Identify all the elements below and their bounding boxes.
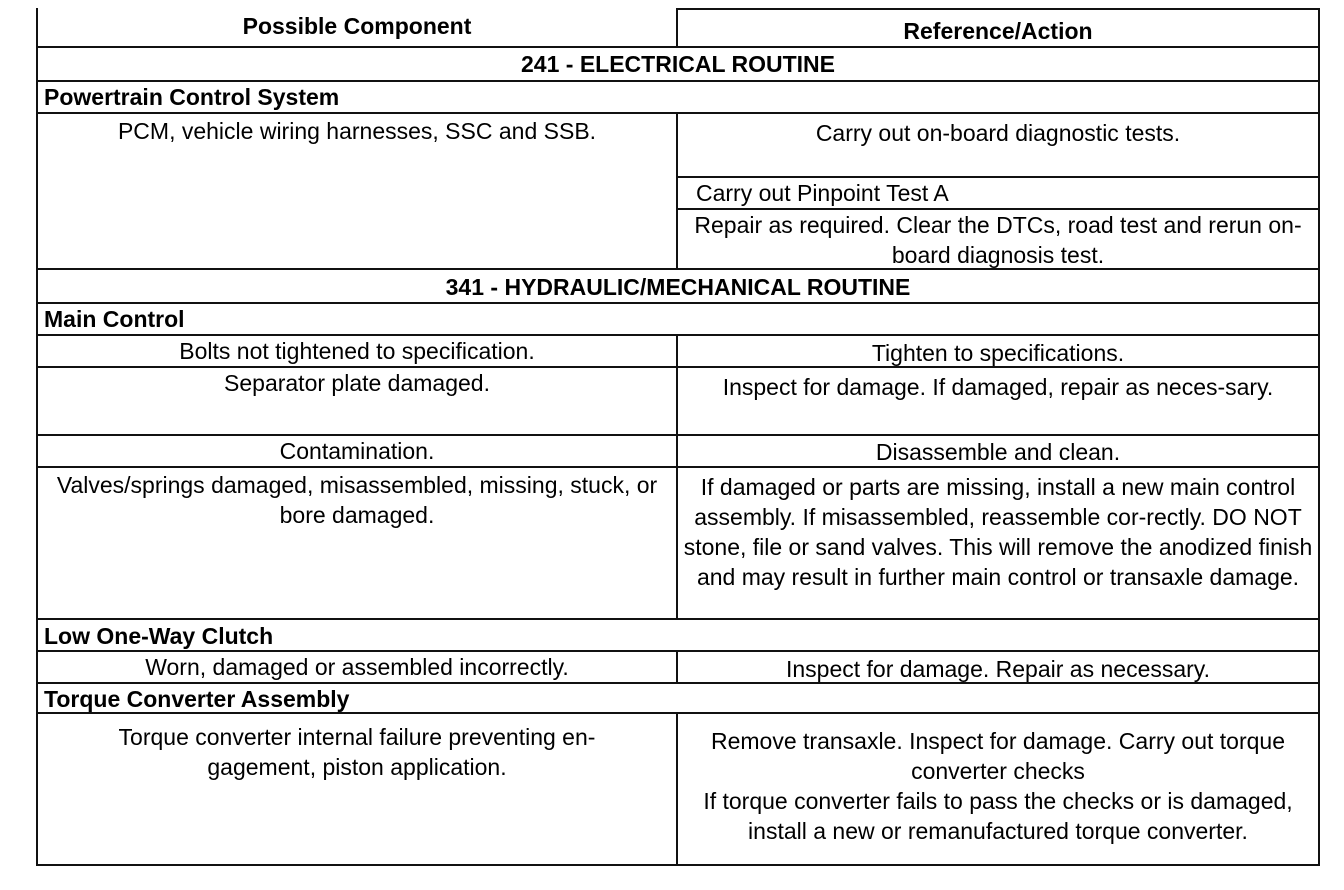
group-row-main-control	[38, 304, 1318, 336]
action-cell: Inspect for damage. Repair as necessary.	[785, 656, 1210, 682]
group-title-powertrain: Powertrain Control System	[44, 84, 340, 110]
component-cell: PCM, vehicle wiring harnesses, SSC and SSB.	[38, 114, 678, 268]
action-cell: Remove transaxle. Inspect for damage. Carry out torque converter checks	[710, 728, 1285, 784]
group-row-powertrain	[38, 82, 1318, 114]
action-cell: Inspect for damage. If damaged, repair as neces-sary.	[722, 374, 1274, 400]
action-cell: If torque converter fails to pass the checks or is damaged, install a new or remanufactured torque converter.	[703, 788, 1293, 844]
section-title-electrical: 241 - ELECTRICAL ROUTINE	[521, 51, 835, 77]
table-row	[38, 468, 1318, 620]
group-row-low-one-way-clutch	[38, 620, 1318, 652]
group-row-torque-converter	[38, 684, 1318, 714]
column-header-possible-component: Possible Component	[38, 8, 678, 46]
table-row	[38, 714, 1318, 866]
group-title-torque-converter: Torque Converter Assembly	[44, 686, 350, 712]
action-cell: Disassemble and clean.	[875, 439, 1121, 465]
action-cell: Repair as required. Clear the DTCs, road test and rerun on-board diagnosis test.	[694, 212, 1302, 268]
action-cell: If damaged or parts are missing, install a new main control assembly. If misassembled, reassemble cor-rectly. DO NOT stone, file or sand valves. This will remove the anodized finish and may result in further main control or transaxle damage.	[683, 474, 1313, 590]
section-row-electrical	[38, 48, 1318, 82]
section-row-hydraulic	[38, 270, 1318, 304]
table-row	[38, 368, 1318, 436]
diagnosis-table	[36, 8, 1320, 866]
component-cell: Worn, damaged or assembled incorrectly.	[38, 652, 678, 682]
component-cell: Valves/springs damaged, misassembled, missing, stuck, or bore damaged.	[38, 468, 678, 618]
action-cell: Carry out on-board diagnostic tests.	[678, 114, 1318, 178]
component-cell: Separator plate damaged.	[38, 368, 678, 434]
section-title-hydraulic: 341 - HYDRAULIC/MECHANICAL ROUTINE	[445, 274, 911, 300]
table-row	[38, 114, 1318, 270]
column-header-reference-action: Reference/Action	[678, 8, 1318, 46]
component-cell: Contamination.	[38, 436, 678, 466]
table-row	[38, 336, 1318, 368]
action-cell: Tighten to specifications.	[871, 340, 1125, 366]
action-cell: Carry out Pinpoint Test A	[678, 178, 1318, 210]
table-header-row	[38, 8, 1318, 48]
table-row	[38, 436, 1318, 468]
group-title-low-one-way-clutch: Low One-Way Clutch	[44, 623, 274, 649]
component-cell: Bolts not tightened to specification.	[38, 336, 678, 366]
component-cell: Torque converter internal failure preventing en-gagement, piston application.	[38, 714, 678, 866]
table-row	[38, 652, 1318, 684]
group-title-main-control: Main Control	[44, 306, 185, 332]
